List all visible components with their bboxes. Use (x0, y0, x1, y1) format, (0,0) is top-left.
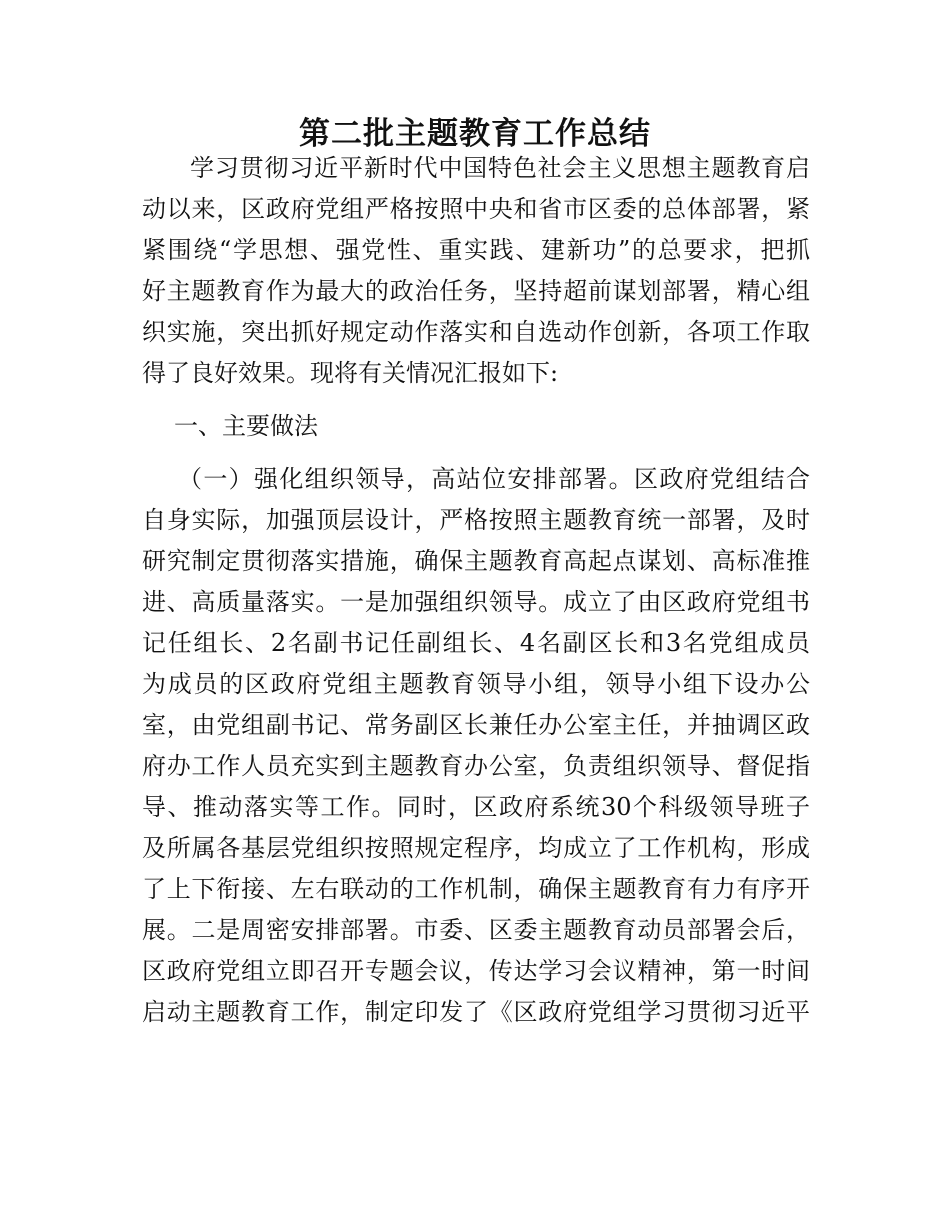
document-title: 第二批主题教育工作总结 (299, 116, 651, 152)
paragraph-line: 启动主题教育工作，制定印发了《区政府党组学习贯彻习近平 (142, 998, 810, 1026)
paragraph-line: 动以来，区政府党组严格按照中央和省市区委的总体部署，紧 (142, 195, 810, 223)
paragraph-line: 及所属各基层党组织按照规定程序，均成立了工作机构，形成 (142, 834, 810, 862)
paragraph-line: 研究制定贯彻落实措施，确保主题教育高起点谋划、高标准推 (142, 547, 810, 575)
paragraph-line: 室，由党组副书记、常务副区长兼任办公室主任，并抽调区政 (142, 711, 810, 739)
paragraph-line: 导、推动落实等工作。同时，区政府系统30个科级领导班子 (142, 793, 810, 821)
paragraph-line: 了上下衔接、左右联动的工作机制，确保主题教育有力有序开 (142, 875, 810, 903)
paragraph-line: 府办工作人员充实到主题教育办公室，负责组织领导、督促指 (142, 752, 810, 780)
section-heading: 一、主要做法 (174, 412, 318, 440)
paragraph-line: 自身实际，加强顶层设计，严格按照主题教育统一部署，及时 (142, 506, 810, 534)
paragraph-line: 区政府党组立即召开专题会议，传达学习会议精神，第一时间 (142, 957, 810, 985)
paragraph-line: 学习贯彻习近平新时代中国特色社会主义思想主题教育启 (190, 154, 810, 182)
paragraph-line: 为成员的区政府党组主题教育领导小组，领导小组下设办公 (142, 670, 810, 698)
paragraph-line: 展。二是周密安排部署。市委、区委主题教育动员部署会后， (142, 916, 810, 944)
paragraph-line: 好主题教育作为最大的政治任务，坚持超前谋划部署，精心组 (142, 277, 810, 305)
paragraph-line: 紧围绕“学思想、强党性、重实践、建新功”的总要求，把抓 (142, 236, 810, 264)
document-body (142, 148, 810, 1033)
paragraph-line: （一）强化组织领导，高站位安排部署。区政府党组结合 (178, 465, 810, 493)
paragraph-line: 进、高质量落实。一是加强组织领导。成立了由区政府党组书 (142, 588, 810, 616)
paragraph-line: 织实施，突出抓好规定动作落实和自选动作创新，各项工作取 (142, 318, 810, 346)
paragraph-line: 记任组长、2名副书记任副组长、4名副区长和3名党组成员 (142, 629, 810, 657)
paragraph-line: 得了良好效果。现将有关情况汇报如下: (142, 359, 559, 387)
